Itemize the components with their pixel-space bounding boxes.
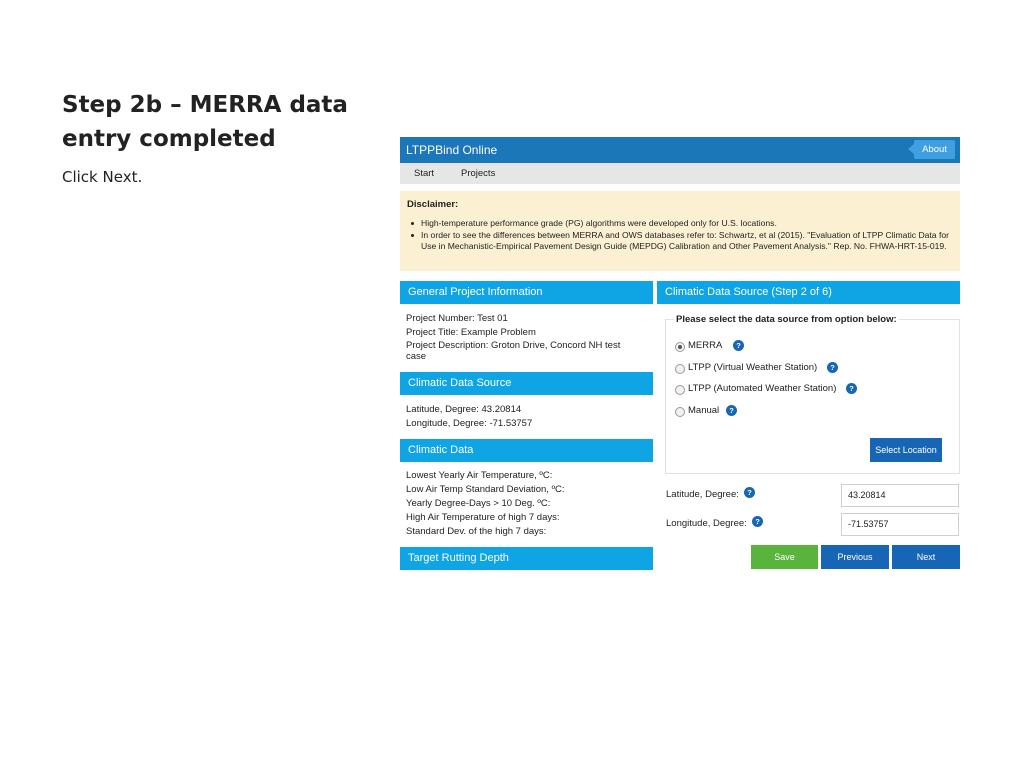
help-icon[interactable]: ? xyxy=(752,516,763,527)
data-source-options xyxy=(665,314,960,474)
select-location-button[interactable]: Select Location xyxy=(870,438,942,462)
radio-manual[interactable] xyxy=(675,407,685,417)
disclaimer-item: High-temperature performance grade (PG) algorithms were developed only for U.S. locations. xyxy=(407,218,952,230)
disclaimer-item: In order to see the differences between MERRA and OWS databases refer to: Schwartz, et al (2015). "Evaluation of LTPP Climatic Data for Use in Mechanistic-Empirical Pavement Design Guide (MEPDG) Calibration and Other Pavement Analysis." Rep. No. FHWA-HRT-15-019. xyxy=(407,230,952,253)
save-button[interactable]: Save xyxy=(751,545,818,569)
nav-item-projects[interactable]: Projects xyxy=(461,168,496,179)
nav-item-start[interactable]: Start xyxy=(414,168,435,179)
target-rutting-depth-header[interactable]: Target Rutting Depth xyxy=(400,547,653,570)
climatic-data-source-header: Climatic Data Source xyxy=(400,372,653,395)
latitude-label: Latitude, Degree: xyxy=(666,489,739,500)
option-label[interactable]: Manual xyxy=(688,405,720,416)
disclaimer-box xyxy=(400,191,960,271)
project-description: Project Description: Groton Drive, Concord NH test case xyxy=(406,340,621,362)
options-legend: Please select the data source from option below: xyxy=(676,314,897,325)
climatic-line: Lowest Yearly Air Temperature, ºC: xyxy=(406,470,553,481)
climatic-line: High Air Temperature of high 7 days: xyxy=(406,512,560,523)
source-longitude: Longitude, Degree: -71.53757 xyxy=(406,418,533,429)
about-button[interactable]: About xyxy=(914,140,955,159)
climatic-line: Standard Dev. of the high 7 days: xyxy=(406,526,547,537)
help-icon[interactable]: ? xyxy=(726,405,737,416)
option-label[interactable]: MERRA xyxy=(688,340,723,351)
latitude-field[interactable]: 43.20814 xyxy=(841,484,959,507)
longitude-label: Longitude, Degree: xyxy=(666,518,747,529)
option-label[interactable]: LTPP (Automated Weather Station) xyxy=(688,383,837,394)
general-project-info-header: General Project Information xyxy=(400,281,653,304)
app-window xyxy=(400,137,960,577)
disclaimer-title: Disclaimer: xyxy=(407,199,459,210)
help-icon[interactable]: ? xyxy=(744,487,755,498)
next-button[interactable]: Next xyxy=(892,545,960,569)
disclaimer-list xyxy=(407,218,952,253)
project-title: Project Title: Example Problem xyxy=(406,327,536,338)
slide-title: Step 2b – MERRA data entry completed xyxy=(62,92,348,152)
project-number: Project Number: Test 01 xyxy=(406,313,508,324)
climatic-data-source-step-header: Climatic Data Source (Step 2 of 6) xyxy=(657,281,960,304)
option-label[interactable]: LTPP (Virtual Weather Station) xyxy=(688,362,818,373)
previous-button[interactable]: Previous xyxy=(821,545,889,569)
help-icon[interactable]: ? xyxy=(827,362,838,373)
help-icon[interactable]: ? xyxy=(733,340,744,351)
nav-bar xyxy=(400,163,960,184)
radio-ltpp-automated[interactable] xyxy=(675,385,685,395)
app-header xyxy=(400,137,960,163)
climatic-data-header: Climatic Data xyxy=(400,439,653,462)
radio-ltpp-virtual[interactable] xyxy=(675,364,685,374)
help-icon[interactable]: ? xyxy=(846,383,857,394)
app-title[interactable]: LTPPBind Online xyxy=(406,143,498,157)
radio-merra[interactable] xyxy=(675,342,685,352)
longitude-field[interactable]: -71.53757 xyxy=(841,513,959,536)
slide-subtitle: Click Next. xyxy=(62,168,143,186)
source-latitude: Latitude, Degree: 43.20814 xyxy=(406,404,522,415)
climatic-line: Yearly Degree-Days > 10 Deg. ºC: xyxy=(406,498,551,509)
climatic-line: Low Air Temp Standard Deviation, ºC: xyxy=(406,484,565,495)
